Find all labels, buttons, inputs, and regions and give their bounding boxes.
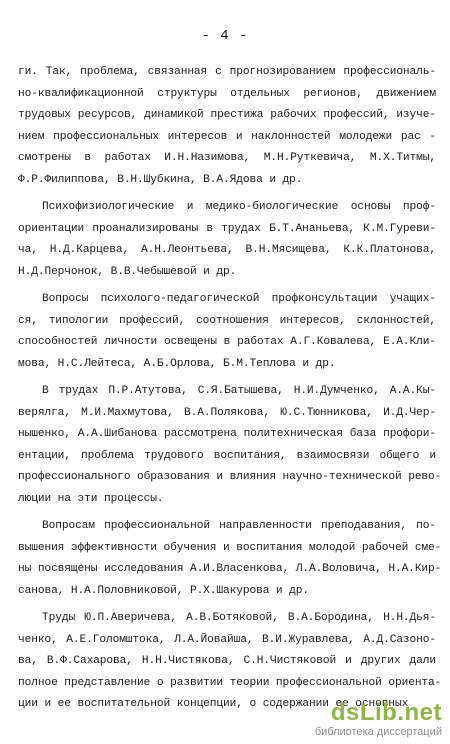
text-line: способностей личности освещены в работах А.Г.Ковалева, Е.А.Кли-	[18, 336, 436, 348]
paragraph	[18, 289, 436, 375]
text-line: Ф.Р.Филиппова, В.Н.Шубкина, В.А.Ядова и др.	[18, 173, 303, 186]
text-line: Н.Д.Перчонок, В.В.Чебышевой и др.	[18, 265, 237, 278]
watermark	[315, 701, 442, 738]
text-line: санова, Н.А.Половниковой, Р.Х.Шакурова и др.	[18, 584, 309, 597]
text-line: ентации, проблема трудового воспитания, взаимосвязи общего и	[18, 449, 436, 462]
text-line: ва, В.Ф.Сахарова, Н.Н.Чистякова, С.Н.Чистяковой и других дали	[18, 655, 436, 667]
watermark-logo: dsLib.net	[330, 699, 442, 726]
text-line: ги. Так, проблема, связанная с прогнозированием профессиональ-	[18, 66, 436, 78]
text-line: ны посвящены исследования А.И.Власенкова, Л.А.Воловича, Н.А.Кир-	[18, 563, 442, 575]
text-line: В трудах П.Р.Атутова, С.Я.Батышева, Н.И.Думченко, А.А.Кы-	[42, 385, 436, 397]
text-line: ориентации проанализированы в трудах Б.Т.Ананьева, К.М.Гуреви-	[18, 222, 436, 235]
text-line: Психофизиологические и медико-биологические основы проф-	[42, 201, 436, 213]
text-line: ции и ее воспитательной концепции, о содержании ее основных	[18, 698, 409, 710]
text-line: ченко, А.Е.Голомштока, Л.А.Йовайша, В.И.Журавлева, А.Д.Сазоно-	[18, 633, 436, 646]
paragraph	[18, 62, 436, 191]
text-line: ча, Н.Д.Карцева, А.Н.Леонтьева, В.Н.Мясищева, К.К.Платонова,	[18, 244, 436, 256]
watermark-subtitle: библиотека диссертаций	[314, 726, 442, 738]
paragraph	[18, 197, 436, 283]
text-line: Труды Ю.П.Аверичева, А.В.Ботяковой, В.А.Бородина, Н.Н.Дья-	[42, 612, 436, 624]
text-line: мова, Н.С.Лейтеса, А.Б.Орлова, Б.М.Теплова и др.	[18, 357, 336, 370]
text-line: ся, типологии профессий, соотношения интересов, склонностей,	[18, 314, 436, 327]
paragraph	[18, 381, 442, 510]
paragraph	[18, 516, 442, 602]
text-line: нием профессиональных интересов и наклонностей молодежи рас -	[18, 130, 436, 143]
page-number: - 4 -	[201, 28, 249, 44]
text-line: трудовых ресурсов, динамикой престижа рабочих профессий, изуче-	[18, 109, 436, 121]
text-line: полное представление о развитии теории профессиональной ориента-	[18, 676, 442, 689]
text-line: верялга, М.И.Махмутова, В.А.Полякова, Ю.С.Тюнникова, И.Д.Чер-	[18, 406, 436, 419]
text-line: но-квалификационной структуры отдельных регионов, движением	[18, 87, 436, 100]
text-line: смотрены в работах И.Н.Назимова, М.Н.Руткевича, М.Х.Титмы,	[18, 152, 436, 164]
document-body	[18, 62, 442, 716]
text-line: вышения эффективности обучения и воспитания молодой рабочей сме-	[18, 541, 442, 554]
text-line: Вопросы психолого-педагогической профконсультации учащих-	[42, 293, 436, 305]
text-line: профессионального образования и влияния научно-технической рево-	[18, 471, 442, 483]
text-line: нышенко, А.А.Шибанова рассмотрена политехническая база профори-	[18, 428, 436, 440]
text-line: Вопросам профессиональной направленности преподавания, по-	[42, 520, 436, 532]
text-line: люции на эти процессы.	[18, 492, 164, 505]
